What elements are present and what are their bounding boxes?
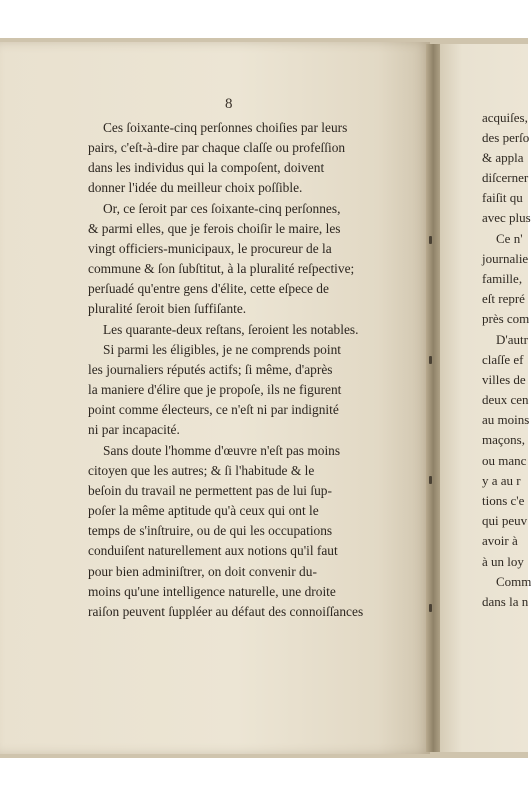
text-line: y a au r: [482, 473, 521, 488]
text-line: donner l'idée du meilleur choix poſſible.: [88, 180, 303, 195]
text-line: moins qu'une intelligence naturelle, une droite: [88, 584, 336, 599]
text-line: près com: [482, 311, 530, 326]
text-line: famille,: [482, 271, 523, 286]
page-number: 8: [225, 96, 233, 112]
text-line: des perſo: [482, 130, 530, 145]
text-line: acquiſes,: [482, 110, 528, 125]
text-line: perſuadé qu'entre gens d'élite, cette eſpece de: [88, 281, 329, 296]
text-line: D'autr: [496, 332, 528, 347]
text-line: point comme électeurs, ce n'eſt ni par indignité: [88, 402, 339, 417]
text-line: pluralité ſeroit bien ſuffiſante.: [88, 301, 247, 316]
text-line: deux cen: [482, 392, 529, 407]
text-line: Les quarante-deux reſtans, ſeroient les notables.: [103, 322, 359, 337]
text-line: temps de s'inſtruire, ou de qui les occupations: [88, 523, 333, 538]
text-line: faiſit qu: [482, 190, 523, 205]
text-line: dans les individus qui la compoſent, doivent: [88, 160, 325, 175]
text-line: & parmi elles, que je ferois choiſir le maire, les: [88, 221, 341, 236]
text-line: claſſe ef: [482, 352, 524, 367]
text-line: pairs, c'eſt-à-dire par chaque claſſe ou profeſſion: [88, 140, 346, 155]
text-line: beſoin du travail ne permettent pas de lui ſup-: [88, 483, 332, 498]
text-line: Sans doute l'homme d'œuvre n'eſt pas moins: [103, 443, 341, 458]
text-line: Comm: [496, 574, 531, 589]
text-line: Ce n': [496, 231, 523, 246]
text-line: avoir à: [482, 533, 518, 548]
text-line: ou manc: [482, 453, 527, 468]
text-line: eſt repré: [482, 291, 525, 306]
text-line: Si parmi les éligibles, je ne comprends point: [103, 342, 342, 357]
text-line: raiſon peuvent ſuppléer au défaut des connoiſſances: [88, 604, 364, 619]
text-line: dans la n: [482, 594, 529, 609]
text-line: la maniere d'élire que je propoſe, ils ne figurent: [88, 382, 342, 397]
text-line: villes de: [482, 372, 526, 387]
text-line: Ces ſoixante-cinq perſonnes choiſies par leurs: [103, 120, 348, 135]
text-line: diſcerner: [482, 170, 529, 185]
text-line: journalie: [482, 251, 529, 266]
text-line: ni par incapacité.: [88, 422, 180, 437]
text-line: citoyen que les autres; & ſi l'habitude & le: [88, 463, 315, 478]
text-line: qui peuv: [482, 513, 528, 528]
text-line: à un loy: [482, 554, 524, 569]
text-line: vingt officiers-municipaux, le procureur de la: [88, 241, 332, 256]
text-line: conduiſent naturellement aux notions qu'il faut: [88, 543, 338, 558]
text-line: au moins: [482, 412, 530, 427]
text-line: & appla: [482, 150, 524, 165]
text-line: avec plus: [482, 210, 531, 225]
text-line: commune & ſon ſubſtitut, à la pluralité reſpective;: [88, 261, 355, 276]
text-line: les journaliers réputés actifs; ſi même, d'après: [88, 362, 333, 377]
text-line: maçons,: [482, 432, 525, 447]
text-line: pour bien adminiſtrer, on doit convenir du-: [88, 564, 317, 579]
text-line: Or, ce ſeroit par ces ſoixante-cinq perſonnes,: [103, 201, 341, 216]
text-line: tions c'e: [482, 493, 525, 508]
text-line: poſer la même aptitude qu'à ceux qui ont le: [88, 503, 319, 518]
